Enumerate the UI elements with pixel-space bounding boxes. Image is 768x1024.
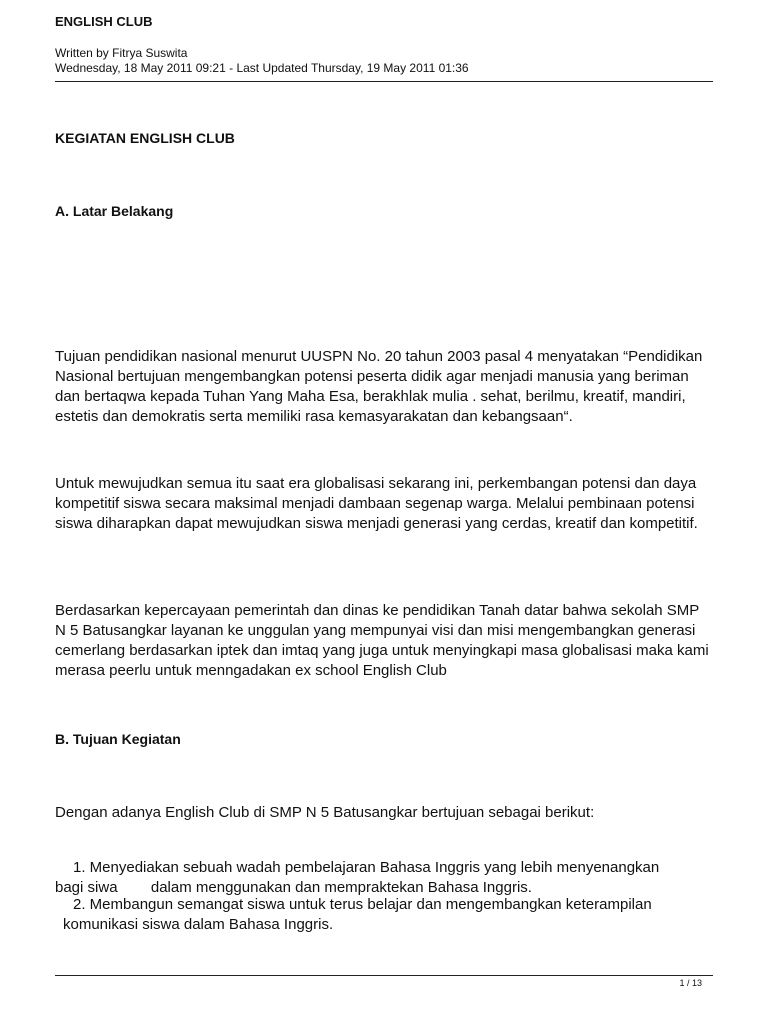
list-item-line: 1. Menyediakan sebuah wadah pembelajaran Bahasa Inggris yang lebih menyenangkan	[73, 859, 660, 876]
list-item	[55, 858, 713, 898]
list-item-line: komunikasi siswa dalam Bahasa Inggris.	[63, 916, 334, 933]
page-number: 1 / 13	[679, 978, 702, 988]
header-divider	[55, 81, 713, 82]
section-a-heading: A. Latar Belakang	[55, 203, 174, 219]
paragraph-2: Untuk mewujudkan semua itu saat era globalisasi sekarang ini, perkembangan potensi dan daya kompetitif siswa secara maksimal menjadi dambaan segenap warga. Melalui pembinaan potensi siswa diharapkan dapat mewujudkan siswa menjadi generasi yang cerdas, kreatif dan kompetitif.	[55, 475, 698, 532]
footer-divider	[55, 975, 713, 976]
article-title: KEGIATAN ENGLISH CLUB	[55, 130, 235, 146]
list-item	[55, 895, 713, 935]
author-line: Written by Fitrya Suswita	[55, 46, 188, 60]
list-intro: Dengan adanya English Club di SMP N 5 Batusangkar bertujuan sebagai berikut:	[55, 804, 595, 821]
list-item-line: 2. Membangun semangat siswa untuk terus belajar dan mengembangkan keterampilan	[73, 896, 652, 913]
list-item-line: bagi siwa dalam menggunakan dan mempraktekan Bahasa Inggris.	[55, 879, 532, 896]
paragraph-3: Berdasarkan kepercayaan pemerintah dan dinas ke pendidikan Tanah datar bahwa sekolah SMP N 5 Batusangkar layanan ke unggulan yang mempunyai visi dan misi mengembangkan generasi cemerlang berdasarkan iptek dan imtaq yang juga untuk menyingkapi masa globalisasi maka kami merasa peerlu untuk menngadakan ex school English Club	[55, 602, 709, 679]
paragraph-1: Tujuan pendidikan nasional menurut UUSPN No. 20 tahun 2003 pasal 4 menyatakan “Pendidikan Nasional bertujuan mengembangkan potensi peserta didik agar menjadi manusia yang beriman dan bertaqwa kepada Tuhan Yang Maha Esa, berakhlak mulia . sehat, berilmu, kreatif, mandiri, estetis dan demokratis serta memiliki rasa kemasyarakatan dan kebangsaan“.	[55, 348, 703, 425]
section-b-heading: B. Tujuan Kegiatan	[55, 731, 181, 747]
article-meta	[55, 46, 713, 76]
date-line: Wednesday, 18 May 2011 09:21 - Last Updated Thursday, 19 May 2011 01:36	[55, 61, 469, 75]
site-title: ENGLISH CLUB	[55, 14, 153, 29]
